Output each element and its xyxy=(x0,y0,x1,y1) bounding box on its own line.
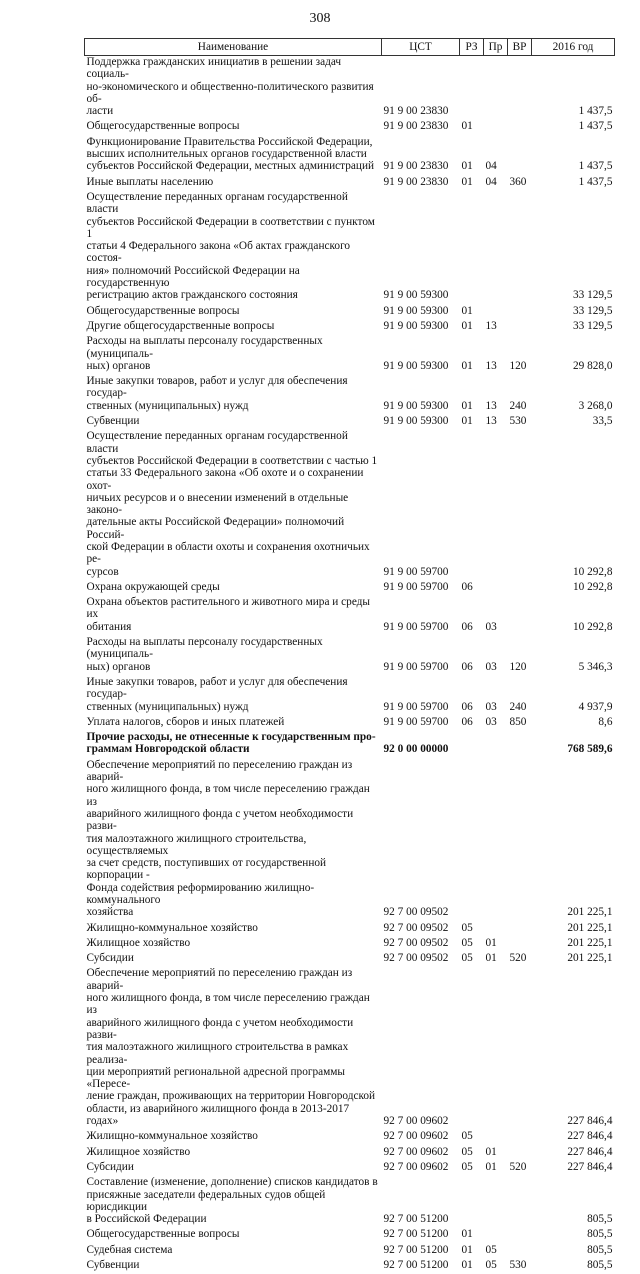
row-sum: 201 225,1 xyxy=(532,922,615,937)
row-sum: 4 937,9 xyxy=(532,676,615,716)
row-vr xyxy=(508,136,532,176)
row-cst: 92 7 00 09602 xyxy=(382,1146,460,1161)
row-pr: 04 xyxy=(484,136,508,176)
row-name-line: высших исполнительных органов государственной власти xyxy=(87,148,380,160)
row-name-line: обитания xyxy=(87,621,380,633)
row-sum: 1 437,5 xyxy=(532,136,615,176)
row-rz: 05 xyxy=(460,952,484,967)
row-vr xyxy=(508,922,532,937)
row-pr xyxy=(484,1176,508,1228)
row-sum: 1 437,5 xyxy=(532,120,615,135)
row-name-line: Общегосударственные вопросы xyxy=(87,305,380,317)
row-pr xyxy=(484,1228,508,1243)
row-cst: 91 9 00 23830 xyxy=(382,176,460,191)
header-name: Наименование xyxy=(85,39,382,56)
row-vr xyxy=(508,120,532,135)
row-pr xyxy=(484,120,508,135)
row-cst: 91 9 00 59700 xyxy=(382,596,460,636)
row-pr: 04 xyxy=(484,176,508,191)
table-row xyxy=(85,636,615,676)
row-sum: 1 437,5 xyxy=(532,56,615,121)
budget-table xyxy=(84,38,615,1274)
row-vr xyxy=(508,1176,532,1228)
row-name xyxy=(85,305,382,320)
row-name-line: Обеспечение мероприятий по переселению граждан из аварий- xyxy=(87,759,380,784)
row-pr: 13 xyxy=(484,335,508,375)
row-name-line: ственных (муниципальных) нужд xyxy=(87,400,380,412)
row-name xyxy=(85,1176,382,1228)
row-rz xyxy=(460,1176,484,1228)
row-vr xyxy=(508,759,532,922)
row-name xyxy=(85,922,382,937)
table-row xyxy=(85,120,615,135)
row-name xyxy=(85,136,382,176)
table-row xyxy=(85,676,615,716)
table-row xyxy=(85,596,615,636)
header-pr: Пр xyxy=(484,39,508,56)
row-sum: 33,5 xyxy=(532,415,615,430)
row-cst: 91 9 00 59300 xyxy=(382,335,460,375)
row-sum: 5 346,3 xyxy=(532,636,615,676)
row-vr: 240 xyxy=(508,375,532,415)
row-name-line: Фонда содействия реформированию жилищно-коммунального xyxy=(87,882,380,907)
row-vr xyxy=(508,581,532,596)
row-cst: 92 7 00 09602 xyxy=(382,1130,460,1145)
header-row xyxy=(85,39,615,56)
row-vr: 240 xyxy=(508,676,532,716)
row-name-line: Уплата налогов, сборов и иных платежей xyxy=(87,716,380,728)
row-vr xyxy=(508,937,532,952)
row-sum: 201 225,1 xyxy=(532,952,615,967)
row-pr xyxy=(484,1130,508,1145)
row-sum: 8,6 xyxy=(532,716,615,731)
row-name-line: аварийного жилищного фонда с учетом необходимости разви- xyxy=(87,808,380,833)
row-cst: 92 7 00 51200 xyxy=(382,1176,460,1228)
table-row xyxy=(85,320,615,335)
row-rz: 05 xyxy=(460,1161,484,1176)
row-name-line: Осуществление переданных органам государственной власти xyxy=(87,430,380,455)
row-name-line: Функционирование Правительства Российской Федерации, xyxy=(87,136,380,148)
row-name xyxy=(85,759,382,922)
row-rz: 01 xyxy=(460,176,484,191)
row-pr: 01 xyxy=(484,952,508,967)
row-cst: 91 9 00 59700 xyxy=(382,676,460,716)
row-vr xyxy=(508,1130,532,1145)
table-row xyxy=(85,1244,615,1259)
row-pr xyxy=(484,305,508,320)
row-sum: 805,5 xyxy=(532,1176,615,1228)
row-rz xyxy=(460,191,484,305)
row-name xyxy=(85,430,382,581)
row-vr xyxy=(508,1146,532,1161)
row-name-line: Другие общегосударственные вопросы xyxy=(87,320,380,332)
table-body xyxy=(85,56,615,1274)
row-pr: 03 xyxy=(484,676,508,716)
row-name xyxy=(85,636,382,676)
row-name-line: Расходы на выплаты персоналу государственных (муниципаль- xyxy=(87,636,380,661)
row-name-line: Судебная система xyxy=(87,1244,380,1256)
row-name-line: ственных (муниципальных) нужд xyxy=(87,701,380,713)
row-cst: 91 9 00 59700 xyxy=(382,430,460,581)
row-name-line: Иные закупки товаров, работ и услуг для обеспечения государ- xyxy=(87,676,380,701)
row-sum: 201 225,1 xyxy=(532,937,615,952)
row-name-line: Субсидии xyxy=(87,1161,380,1173)
row-rz: 01 xyxy=(460,305,484,320)
row-name-line: Жилищно-коммунальное хозяйство xyxy=(87,922,380,934)
row-vr xyxy=(508,967,532,1130)
row-rz: 01 xyxy=(460,320,484,335)
row-rz: 06 xyxy=(460,676,484,716)
row-name-line: Расходы на выплаты персоналу государственных (муниципаль- xyxy=(87,335,380,360)
row-rz: 06 xyxy=(460,581,484,596)
table-row xyxy=(85,305,615,320)
row-name xyxy=(85,120,382,135)
row-cst: 92 7 00 51200 xyxy=(382,1228,460,1243)
row-name-line: регистрацию актов гражданского состояния xyxy=(87,289,380,301)
row-sum: 227 846,4 xyxy=(532,1146,615,1161)
table-row xyxy=(85,1130,615,1145)
row-pr: 03 xyxy=(484,716,508,731)
table-row xyxy=(85,967,615,1130)
row-vr: 120 xyxy=(508,335,532,375)
row-name-line: Прочие расходы, не отнесенные к государственным про- xyxy=(87,731,380,743)
row-vr: 120 xyxy=(508,636,532,676)
row-name-line: присяжные заседатели федеральных судов общей юрисдикции xyxy=(87,1189,380,1214)
row-sum: 768 589,6 xyxy=(532,731,615,759)
row-pr xyxy=(484,430,508,581)
row-sum: 227 846,4 xyxy=(532,1130,615,1145)
table-row xyxy=(85,731,615,759)
row-name-line: Жилищно-коммунальное хозяйство xyxy=(87,1130,380,1142)
row-vr xyxy=(508,191,532,305)
row-name xyxy=(85,596,382,636)
row-name xyxy=(85,320,382,335)
row-sum: 10 292,8 xyxy=(532,430,615,581)
row-sum: 805,5 xyxy=(532,1244,615,1259)
row-name-line: аварийного жилищного фонда с учетом необходимости разви- xyxy=(87,1017,380,1042)
row-name-line: Иные закупки товаров, работ и услуг для обеспечения государ- xyxy=(87,375,380,400)
row-rz xyxy=(460,759,484,922)
row-name-line: Субвенции xyxy=(87,1259,380,1271)
row-rz: 05 xyxy=(460,1130,484,1145)
row-cst: 91 9 00 59300 xyxy=(382,320,460,335)
row-vr: 850 xyxy=(508,716,532,731)
table-row xyxy=(85,581,615,596)
row-rz: 01 xyxy=(460,375,484,415)
row-name-line: субъектов Российской Федерации, местных администраций xyxy=(87,160,380,172)
row-name xyxy=(85,952,382,967)
row-name xyxy=(85,415,382,430)
row-pr xyxy=(484,581,508,596)
row-name-line: Жилищное хозяйство xyxy=(87,937,380,949)
row-pr: 13 xyxy=(484,415,508,430)
row-name-line: ции мероприятий региональной адресной программы «Пересе- xyxy=(87,1066,380,1091)
row-name xyxy=(85,56,382,121)
row-pr: 13 xyxy=(484,320,508,335)
row-cst: 92 0 00 00000 xyxy=(382,731,460,759)
row-cst: 92 7 00 51200 xyxy=(382,1244,460,1259)
row-cst: 92 7 00 09502 xyxy=(382,952,460,967)
row-pr: 03 xyxy=(484,596,508,636)
row-name xyxy=(85,191,382,305)
row-sum: 805,5 xyxy=(532,1259,615,1274)
row-pr xyxy=(484,56,508,121)
row-name-line: статьи 4 Федерального закона «Об актах гражданского состоя- xyxy=(87,240,380,265)
table-row xyxy=(85,759,615,922)
table-header xyxy=(85,39,615,56)
row-cst: 92 7 00 09502 xyxy=(382,759,460,922)
row-rz xyxy=(460,430,484,581)
row-rz: 01 xyxy=(460,1244,484,1259)
row-name xyxy=(85,731,382,759)
row-vr xyxy=(508,430,532,581)
row-name-line: субъектов Российской Федерации в соответствии с частью 1 xyxy=(87,455,380,467)
row-name-line: Субвенции xyxy=(87,415,380,427)
row-vr xyxy=(508,320,532,335)
row-name-line: ного жилищного фонда, в том числе переселению граждан из xyxy=(87,992,380,1017)
row-name-line: сурсов xyxy=(87,566,380,578)
row-cst: 91 9 00 59300 xyxy=(382,191,460,305)
row-rz: 06 xyxy=(460,636,484,676)
row-name-line: хозяйства xyxy=(87,906,380,918)
row-pr xyxy=(484,922,508,937)
row-rz: 05 xyxy=(460,1146,484,1161)
row-pr: 01 xyxy=(484,1161,508,1176)
row-pr: 13 xyxy=(484,375,508,415)
header-vr: ВР xyxy=(508,39,532,56)
row-cst: 91 9 00 59700 xyxy=(382,636,460,676)
row-name xyxy=(85,375,382,415)
row-pr: 01 xyxy=(484,1146,508,1161)
row-cst: 92 7 00 09502 xyxy=(382,922,460,937)
row-name-line: Жилищное хозяйство xyxy=(87,1146,380,1158)
row-name-line: ничьих ресурсов и о внесении изменений в отдельные законо- xyxy=(87,492,380,517)
row-pr: 05 xyxy=(484,1259,508,1274)
table-row xyxy=(85,1259,615,1274)
row-name xyxy=(85,1146,382,1161)
row-name-line: статьи 33 Федерального закона «Об охоте и о сохранении охот- xyxy=(87,467,380,492)
row-rz: 06 xyxy=(460,716,484,731)
row-vr xyxy=(508,56,532,121)
row-name-line: Осуществление переданных органам государственной власти xyxy=(87,191,380,216)
row-sum: 29 828,0 xyxy=(532,335,615,375)
row-name-line: Охрана объектов растительного и животного мира и среды их xyxy=(87,596,380,621)
table-row xyxy=(85,415,615,430)
table-row xyxy=(85,430,615,581)
row-cst: 91 9 00 59300 xyxy=(382,415,460,430)
row-name-line: в Российской Федерации xyxy=(87,1213,380,1225)
table-row xyxy=(85,1146,615,1161)
row-rz xyxy=(460,56,484,121)
row-rz: 05 xyxy=(460,922,484,937)
row-name xyxy=(85,1244,382,1259)
row-name-line: тия малоэтажного жилищного строительства в рамках реализа- xyxy=(87,1041,380,1066)
table-row xyxy=(85,716,615,731)
header-year: 2016 год xyxy=(532,39,615,56)
table-row xyxy=(85,191,615,305)
row-sum: 33 129,5 xyxy=(532,305,615,320)
row-name xyxy=(85,716,382,731)
row-cst: 91 9 00 59300 xyxy=(382,375,460,415)
row-sum: 3 268,0 xyxy=(532,375,615,415)
row-name xyxy=(85,176,382,191)
row-sum: 33 129,5 xyxy=(532,191,615,305)
row-pr xyxy=(484,191,508,305)
table-row xyxy=(85,375,615,415)
row-name-line: Общегосударственные вопросы xyxy=(87,120,380,132)
row-name-line: субъектов Российской Федерации в соответствии с пунктом 1 xyxy=(87,216,380,241)
row-name xyxy=(85,581,382,596)
row-name xyxy=(85,676,382,716)
table-row xyxy=(85,335,615,375)
row-rz: 01 xyxy=(460,335,484,375)
row-cst: 92 7 00 09602 xyxy=(382,1161,460,1176)
row-pr xyxy=(484,967,508,1130)
row-vr xyxy=(508,1228,532,1243)
row-name-line: дательные акты Российской Федерации» полномочий Россий- xyxy=(87,516,380,541)
row-name-line: ных) органов xyxy=(87,360,380,372)
row-rz: 01 xyxy=(460,120,484,135)
row-name-line: ской Федерации в области охоты и сохранения охотничьих ре- xyxy=(87,541,380,566)
row-rz: 01 xyxy=(460,1228,484,1243)
table-row xyxy=(85,56,615,121)
row-vr: 520 xyxy=(508,1161,532,1176)
row-pr: 05 xyxy=(484,1244,508,1259)
row-vr: 530 xyxy=(508,415,532,430)
row-cst: 91 9 00 59700 xyxy=(382,581,460,596)
row-sum: 33 129,5 xyxy=(532,320,615,335)
row-sum: 805,5 xyxy=(532,1228,615,1243)
row-name-line: граммам Новгородской области xyxy=(87,743,380,755)
row-sum: 227 846,4 xyxy=(532,1161,615,1176)
row-name-line: ление граждан, проживающих на территории Новгородской xyxy=(87,1090,380,1102)
row-sum: 1 437,5 xyxy=(532,176,615,191)
row-name-line: ния» полномочий Российской Федерации на государственную xyxy=(87,265,380,290)
row-name-line: Охрана окружающей среды xyxy=(87,581,380,593)
table-row xyxy=(85,937,615,952)
row-name xyxy=(85,1130,382,1145)
row-rz: 06 xyxy=(460,596,484,636)
row-sum: 10 292,8 xyxy=(532,581,615,596)
row-vr xyxy=(508,596,532,636)
row-name xyxy=(85,1259,382,1274)
row-cst: 91 9 00 23830 xyxy=(382,56,460,121)
row-sum: 227 846,4 xyxy=(532,967,615,1130)
table-row xyxy=(85,922,615,937)
row-cst: 91 9 00 23830 xyxy=(382,120,460,135)
row-pr xyxy=(484,759,508,922)
row-vr: 530 xyxy=(508,1259,532,1274)
row-name-line: Поддержка гражданских инициатив в решении задач социаль- xyxy=(87,56,380,81)
row-rz xyxy=(460,731,484,759)
row-name-line: Составление (изменение, дополнение) списков кандидатов в xyxy=(87,1176,380,1188)
header-rz: РЗ xyxy=(460,39,484,56)
row-name-line: но-экономического и общественно-политического развития об- xyxy=(87,81,380,106)
row-cst: 91 9 00 23830 xyxy=(382,136,460,176)
row-name xyxy=(85,937,382,952)
table-row xyxy=(85,136,615,176)
row-sum: 201 225,1 xyxy=(532,759,615,922)
row-pr: 01 xyxy=(484,937,508,952)
row-sum: 10 292,8 xyxy=(532,596,615,636)
row-name xyxy=(85,967,382,1130)
row-vr xyxy=(508,1244,532,1259)
row-name-line: ного жилищного фонда, в том числе переселению граждан из xyxy=(87,783,380,808)
row-name xyxy=(85,335,382,375)
row-pr xyxy=(484,731,508,759)
row-rz: 05 xyxy=(460,937,484,952)
row-name xyxy=(85,1228,382,1243)
row-cst: 92 7 00 51200 xyxy=(382,1259,460,1274)
page-number: 308 xyxy=(0,11,640,27)
row-cst: 92 7 00 09502 xyxy=(382,937,460,952)
row-vr: 520 xyxy=(508,952,532,967)
row-name-line: Субсидии xyxy=(87,952,380,964)
row-rz: 01 xyxy=(460,136,484,176)
row-cst: 91 9 00 59700 xyxy=(382,716,460,731)
row-name-line: Обеспечение мероприятий по переселению граждан из аварий- xyxy=(87,967,380,992)
row-cst: 91 9 00 59300 xyxy=(382,305,460,320)
table-row xyxy=(85,176,615,191)
row-name-line: Общегосударственные вопросы xyxy=(87,1228,380,1240)
row-name-line: тия малоэтажного жилищного строительства, осуществляемых xyxy=(87,833,380,858)
table-row xyxy=(85,952,615,967)
row-vr: 360 xyxy=(508,176,532,191)
row-rz xyxy=(460,967,484,1130)
row-name xyxy=(85,1161,382,1176)
row-name-line: Иные выплаты населению xyxy=(87,176,380,188)
row-name-line: ласти xyxy=(87,105,380,117)
table-row xyxy=(85,1228,615,1243)
row-name-line: за счет средств, поступивших от государственной корпорации - xyxy=(87,857,380,882)
header-cst: ЦСТ xyxy=(382,39,460,56)
row-pr: 03 xyxy=(484,636,508,676)
row-cst: 92 7 00 09602 xyxy=(382,967,460,1130)
row-rz: 01 xyxy=(460,1259,484,1274)
row-vr xyxy=(508,731,532,759)
row-vr xyxy=(508,305,532,320)
row-rz: 01 xyxy=(460,415,484,430)
table-row xyxy=(85,1161,615,1176)
row-name-line: ных) органов xyxy=(87,661,380,673)
table-row xyxy=(85,1176,615,1228)
row-name-line: области, из аварийного жилищного фонда в 2013-2017 годах» xyxy=(87,1103,380,1128)
